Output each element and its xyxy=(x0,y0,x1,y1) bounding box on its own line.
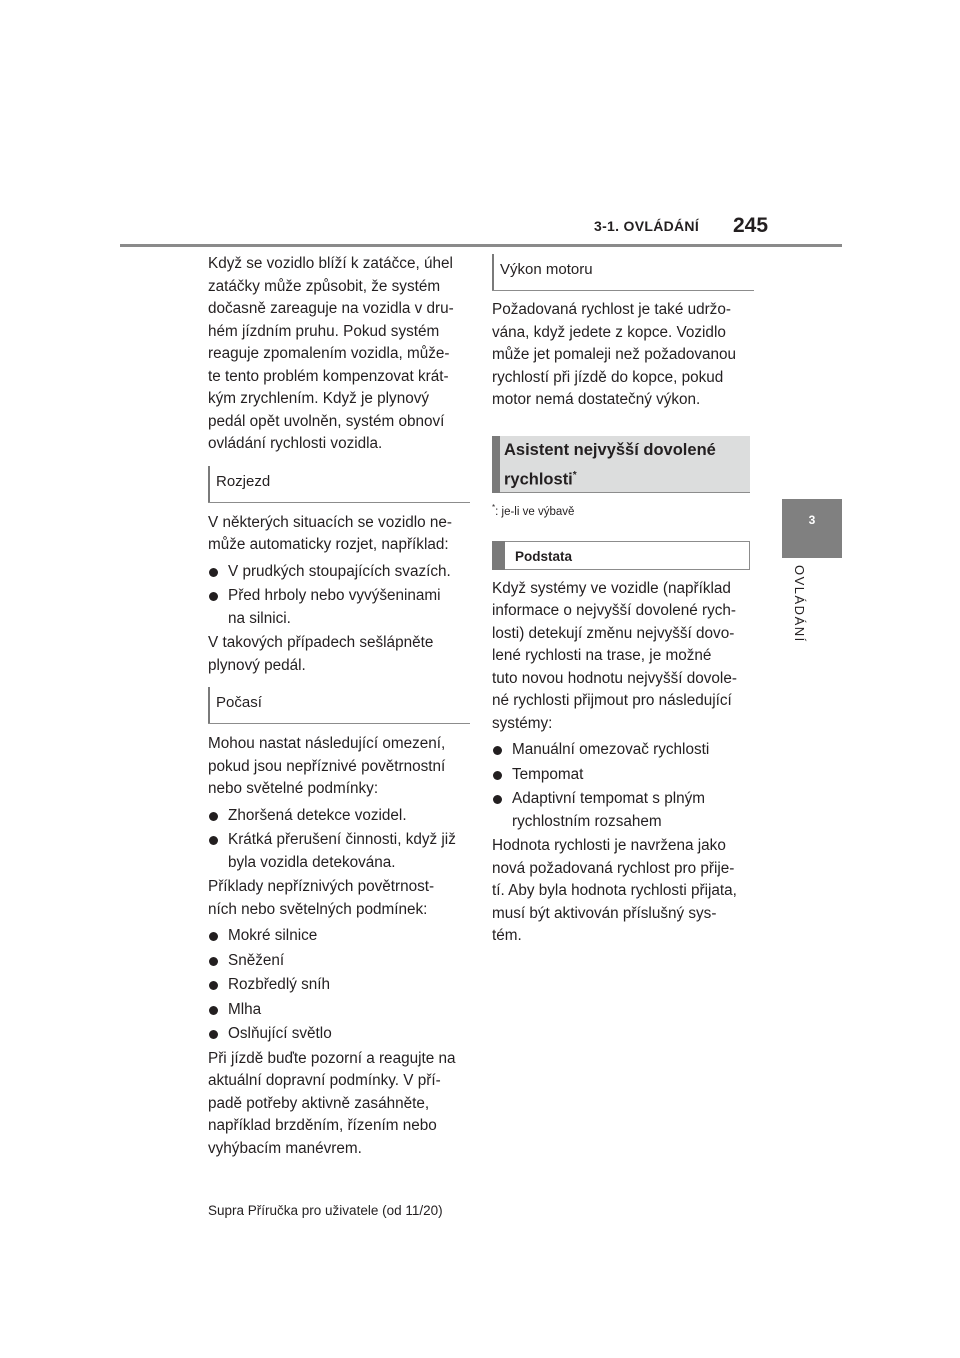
bullet-icon xyxy=(493,795,502,804)
text-line: Zhoršená detekce vozidel. xyxy=(228,806,407,824)
list-item-text xyxy=(228,950,470,973)
text-line: V takových případech sešlápněte xyxy=(208,634,434,651)
list-item-text xyxy=(512,739,754,762)
text-line: může jet pomaleji než požadovanou xyxy=(492,346,737,363)
list-item-text xyxy=(228,829,470,874)
text-line: Před hrboly nebo vyvýšeninami xyxy=(228,587,441,604)
subheading-text: Počasí xyxy=(216,694,262,711)
text-line: Hodnota rychlosti je navržena jako xyxy=(492,837,726,855)
list-item xyxy=(208,585,470,630)
text-line: plynový pedál. xyxy=(208,656,306,674)
list-item xyxy=(208,950,470,973)
text-line: rychlostí při jízdě do kopce, pokud xyxy=(492,368,724,386)
text-line: ních nebo světelných podmínek: xyxy=(208,900,428,918)
text-line: například brzděním, řízením nebo xyxy=(208,1117,437,1134)
paragraph xyxy=(208,876,470,921)
bullet-icon xyxy=(209,1006,218,1015)
paragraph xyxy=(492,578,754,736)
text-line: motor nemá dostatečný výkon. xyxy=(492,391,701,408)
subheading-pocasi xyxy=(208,687,470,724)
list-item xyxy=(492,739,754,762)
text-line: lené rychlosti na trase, je možné xyxy=(492,647,712,665)
box-heading-bar xyxy=(492,541,505,570)
list-item-text xyxy=(228,999,470,1022)
subheading-text: Výkon motoru xyxy=(500,261,593,278)
bullet-icon xyxy=(209,568,218,577)
bullet-list xyxy=(208,561,470,631)
bullet-list xyxy=(208,925,470,1046)
paragraph xyxy=(208,733,470,801)
text-line: Rozbředlý sníh xyxy=(228,976,331,993)
footnote-text: : je-li ve výbavě xyxy=(495,505,575,518)
text-line: rychlostním rozsahem xyxy=(512,812,662,830)
text-line: Krátká přerušení činnosti, když již xyxy=(228,831,456,848)
chapter-tab: 3 xyxy=(782,499,842,558)
list-item xyxy=(208,925,470,948)
text-line: Mohou nastat následující omezení, xyxy=(208,735,446,752)
left-column xyxy=(208,253,470,1160)
text-line: Příklady nepříznivých povětrnost- xyxy=(208,878,435,895)
paragraph xyxy=(492,299,754,412)
list-item-text xyxy=(228,561,470,584)
subheading-text: Rozjezd xyxy=(216,472,271,490)
box-heading-text: Podstata xyxy=(515,548,573,564)
paragraph xyxy=(492,835,754,948)
text-line: nebo světelné podmínky: xyxy=(208,780,379,797)
text-line: může automaticky rozjet, například: xyxy=(208,536,449,553)
list-item-text xyxy=(228,805,470,828)
heading-line-1: Asistent nejvyšší dovolené xyxy=(504,440,716,459)
text-line: na silnici. xyxy=(228,609,291,627)
text-line: zatáčky může způsobit, že systém xyxy=(208,277,441,295)
list-item xyxy=(208,805,470,828)
list-item-text xyxy=(228,925,470,948)
list-item xyxy=(208,974,470,997)
right-column xyxy=(492,254,754,948)
text-line: Při jízdě buďte pozorní a reagujte na xyxy=(208,1049,456,1067)
subheading-rozjezd xyxy=(208,466,470,503)
paragraph xyxy=(208,512,470,557)
bullet-icon xyxy=(209,1030,218,1039)
bullet-icon xyxy=(493,771,502,780)
heading-bar xyxy=(492,436,500,493)
list-item-text xyxy=(228,974,470,997)
text-line: informace o nejvyšší dovolené rych- xyxy=(492,602,737,620)
text-line: aktuální dopravní podmínky. V pří- xyxy=(208,1072,441,1089)
chapter-label-text: OVLÁDÁNÍ xyxy=(792,565,807,643)
box-heading-podstata xyxy=(492,541,750,570)
text-line: tém. xyxy=(492,927,522,945)
text-line: V některých situacích se vozidlo ne- xyxy=(208,513,453,531)
paragraph xyxy=(208,1048,470,1161)
text-line: nová požadovaná rychlost pro přije- xyxy=(492,859,735,877)
list-item-text xyxy=(512,764,754,787)
list-item xyxy=(208,1023,470,1046)
section-heading xyxy=(492,436,750,493)
list-item xyxy=(208,999,470,1022)
list-item xyxy=(492,788,754,833)
bullet-list xyxy=(208,805,470,875)
text-line: pokud jsou nepříznivé povětrnostní xyxy=(208,757,446,775)
bullet-list xyxy=(492,739,754,833)
section-title: 3-1. OVLÁDÁNÍ xyxy=(594,218,700,234)
header-rule xyxy=(120,244,842,247)
text-line: reaguje zpomalením vozidla, může- xyxy=(208,345,450,362)
bullet-icon xyxy=(209,957,218,966)
text-line: ovládání rychlosti vozidla. xyxy=(208,435,383,452)
chapter-label xyxy=(787,565,811,655)
text-line: Tempomat xyxy=(512,765,584,783)
bullet-icon xyxy=(209,592,218,601)
heading-line-2 xyxy=(504,463,716,493)
text-line: Manuální omezovač rychlosti xyxy=(512,741,710,759)
text-line: dočasně zareaguje na vozidla v dru- xyxy=(208,300,454,317)
list-item-text xyxy=(228,1023,470,1046)
text-line: vyhýbacím manévrem. xyxy=(208,1139,362,1157)
text-line: Když se vozidlo blíží k zatáčce, úhel xyxy=(208,255,453,272)
page-number: 245 xyxy=(733,214,769,237)
list-item xyxy=(208,829,470,874)
paragraph xyxy=(208,632,470,677)
text-line: tí. Aby byla hodnota rychlosti přijata, xyxy=(492,882,737,900)
text-line: vána, když jedete z kopce. Vozidlo xyxy=(492,323,726,341)
text-line: musí být aktivován příslušný sys- xyxy=(492,904,717,922)
text-line: te tento problém kompenzovat krát- xyxy=(208,367,449,385)
text-line: padě potřeby aktivně zasáhněte, xyxy=(208,1094,430,1112)
footer-text: Supra Příručka pro uživatele (od 11/20) xyxy=(208,1203,443,1218)
text-line: Oslňující světlo xyxy=(228,1025,332,1042)
text-line: Mlha xyxy=(228,1000,262,1018)
list-item xyxy=(492,764,754,787)
bullet-icon xyxy=(209,932,218,941)
text-line: Sněžení xyxy=(228,951,285,969)
text-line: tuto novou hodnotu nejvyšší dovole- xyxy=(492,669,737,687)
list-item-text xyxy=(228,585,470,630)
text-line: Mokré silnice xyxy=(228,927,318,944)
text-line: byla vozidla detekována. xyxy=(228,853,396,871)
text-line: V prudkých stoupajících svazích. xyxy=(228,562,451,580)
list-item xyxy=(208,561,470,584)
bullet-icon xyxy=(209,981,218,990)
section-heading-text xyxy=(504,438,716,493)
bullet-icon xyxy=(209,812,218,821)
footnote xyxy=(492,497,754,523)
bullet-icon xyxy=(209,836,218,845)
text-line: hém jízdním pruhu. Pokud systém xyxy=(208,322,440,340)
footnote-asterisk: * xyxy=(572,469,577,481)
text-line: kým zrychlením. Když je plynový xyxy=(208,390,430,407)
text-line: systémy: xyxy=(492,714,553,732)
text-line: Adaptivní tempomat s plným xyxy=(512,790,705,808)
bullet-icon xyxy=(493,746,502,755)
text-line: pedál opět uvolněn, systém obnoví xyxy=(208,412,445,430)
text-line: Když systémy ve vozidle (například xyxy=(492,579,731,597)
heading-line-2-text: rychlosti xyxy=(504,470,573,488)
paragraph xyxy=(208,253,470,456)
footnote-mark: * xyxy=(492,502,496,512)
text-line: losti) detekují změnu nejvyšší dovo- xyxy=(492,624,735,642)
text-line: né rychlosti přijmout pro následující xyxy=(492,692,732,710)
list-item-text xyxy=(512,788,754,833)
text-line: Požadovaná rychlost je také udržo- xyxy=(492,301,731,318)
subheading-vykon-motoru xyxy=(492,254,754,291)
